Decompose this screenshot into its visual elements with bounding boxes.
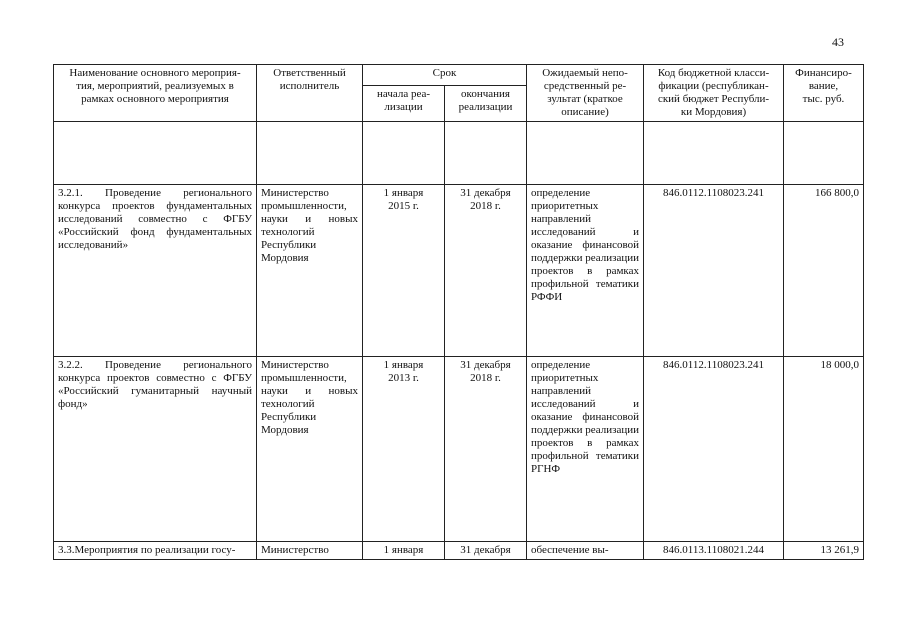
table-row <box>54 542 864 560</box>
activity-executor: Министерство промышленности, науки и новых технологий Республики Мордовия <box>257 185 363 357</box>
table-cell <box>445 122 527 185</box>
table-row-blank <box>54 122 864 185</box>
header-financing: Финансиро- вание, тыс. руб. <box>784 65 864 122</box>
activity-end: 31 декабря 2018 г. <box>445 357 527 542</box>
activity-budget-code: 846.0112.1108023.241 <box>644 185 784 357</box>
activity-result: обеспечение вы- <box>527 542 644 560</box>
activity-amount: 166 800,0 <box>784 185 864 357</box>
activity-start: 1 января <box>363 542 445 560</box>
header-row <box>54 65 864 86</box>
header-activity-name: Наименование основного мероприя- тия, мероприятий, реализуемых в рамках основного мероприятия <box>54 65 257 122</box>
activity-executor: Министерство <box>257 542 363 560</box>
activity-name: 3.3.Мероприятия по реализации госу- <box>54 542 257 560</box>
table-cell <box>257 122 363 185</box>
header-term-start: начала реа- лизации <box>363 85 445 121</box>
table-row <box>54 357 864 542</box>
activities-table <box>53 64 864 560</box>
table-cell <box>644 122 784 185</box>
header-executor: Ответственный исполнитель <box>257 65 363 122</box>
activity-budget-code: 846.0113.1108021.244 <box>644 542 784 560</box>
table-cell <box>784 122 864 185</box>
activity-name: 3.2.2. Проведение регионального конкурса проектов совместно с ФГБУ «Российский гуманитарный научный фонд» <box>54 357 257 542</box>
header-term-end: окончания реализации <box>445 85 527 121</box>
header-expected-result: Ожидаемый непо- средственный ре- зультат (краткое описание) <box>527 65 644 122</box>
activity-name: 3.2.1. Проведение регионального конкурса проектов фундаментальных исследований совместно с ФГБУ «Российский фонд фундаментальных исследований» <box>54 185 257 357</box>
page-number: 43 <box>832 35 844 49</box>
activity-end: 31 декабря <box>445 542 527 560</box>
table-cell <box>54 122 257 185</box>
activity-executor: Министерство промышленности, науки и новых технологий Республики Мордовия <box>257 357 363 542</box>
activity-result: определение приоритетных направлений исследований и оказание финансовой поддержки реализации проектов в рамках профильной тематики РФФИ <box>527 185 644 357</box>
table-row <box>54 185 864 357</box>
activity-result: определение приоритетных направлений исследований и оказание финансовой поддержки реализации проектов в рамках профильной тематики РГНФ <box>527 357 644 542</box>
activity-amount: 18 000,0 <box>784 357 864 542</box>
activity-start: 1 января 2013 г. <box>363 357 445 542</box>
table-cell <box>363 122 445 185</box>
header-budget-code: Код бюджетной класси- фикации (республикан- ский бюджет Республи- ки Мордовия) <box>644 65 784 122</box>
header-term: Срок <box>363 65 527 86</box>
activity-start: 1 января 2015 г. <box>363 185 445 357</box>
activity-budget-code: 846.0112.1108023.241 <box>644 357 784 542</box>
activity-end: 31 декабря 2018 г. <box>445 185 527 357</box>
table-cell <box>527 122 644 185</box>
activity-amount: 13 261,9 <box>784 542 864 560</box>
